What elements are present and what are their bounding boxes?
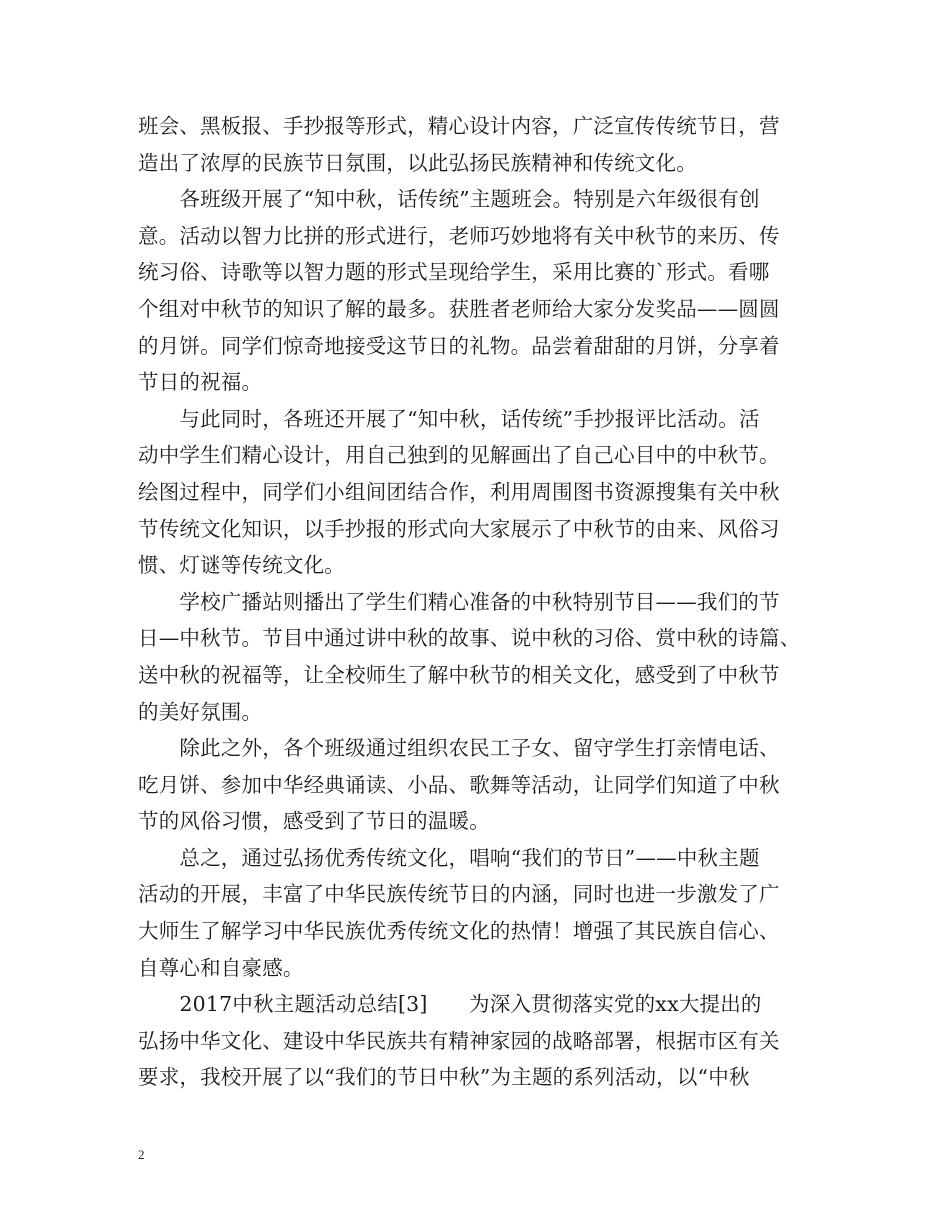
text-line: 绘图过程中，同学们小组间团结合作，利用周围图书资源搜集有关中秋 <box>138 479 780 504</box>
text-line: 意。活动以智力比拼的形式进行，老师巧妙地将有关中秋节的来历、传 <box>138 223 780 248</box>
text-line: 节传统文化知识，以手抄报的形式向大家展示了中秋节的由来、风俗习 <box>138 516 780 541</box>
text-line: 日—中秋节。节目中通过讲中秋的故事、说中秋的习俗、赏中秋的诗篇、 <box>138 626 801 651</box>
page-number: 2 <box>138 1147 145 1162</box>
text-line: 要求，我校开展了以“我们的节日中秋”为主题的系列活动，以“中秋 <box>138 1065 750 1090</box>
text-line: 活动的开展，丰富了中华民族传统节日的内涵，同时也进一步激发了广 <box>138 882 780 907</box>
text-line: 节日的祝福。 <box>138 370 263 395</box>
text-line: 除此之外，各个班级通过组织农民工子女、留守学生打亲情电话、 <box>138 736 780 761</box>
text-line: 节的风俗习惯，感受到了节日的温暖。 <box>138 809 490 834</box>
text-line: 的美好氛围。 <box>138 699 263 724</box>
text-line: 吃月饼、参加中华经典诵读、小品、歌舞等活动，让同学们知道了中秋 <box>138 772 780 797</box>
text-line: 自尊心和自豪感。 <box>138 955 304 980</box>
text-line: 大师生了解学习中华民族优秀传统文化的热情！增强了其民族自信心、 <box>138 919 780 944</box>
text-line: 总之，通过弘扬优秀传统文化，唱响“我们的节日”——中秋主题 <box>138 845 760 870</box>
text-line: 动中学生们精心设计，用自己独到的见解画出了自己心目中的中秋节。 <box>138 443 780 468</box>
text-line: 造出了浓厚的民族节日氛围，以此弘扬民族精神和传统文化。 <box>138 150 697 175</box>
text-line: 惯、灯谜等传统文化。 <box>138 553 345 578</box>
text-line: 送中秋的祝福等，让全校师生了解中秋节的相关文化，感受到了中秋节 <box>138 662 780 687</box>
text-line: 各班级开展了“知中秋，话传统”主题班会。特别是六年级很有创 <box>138 187 760 212</box>
body-text <box>138 108 818 1096</box>
text-line: 个组对中秋节的知识了解的最多。获胜者老师给大家分发奖品——圆圆 <box>138 296 780 321</box>
text-line: 统习俗、诗歌等以智力题的形式呈现给学生，采用比赛的`形式。看哪 <box>138 260 770 285</box>
text-line: 2017中秋主题活动总结[3] 为深入贯彻落实党的xx大提出的 <box>138 992 762 1017</box>
text-line: 弘扬中华文化、建设中华民族共有精神家园的战略部署，根据市区有关 <box>138 1028 780 1053</box>
text-line: 学校广播站则播出了学生们精心准备的中秋特别节目——我们的节 <box>138 589 780 614</box>
text-line: 与此同时，各班还开展了“知中秋，话传统”手抄报评比活动。活 <box>138 406 760 431</box>
text-line: 的月饼。同学们惊奇地接受这节日的礼物。品尝着甜甜的月饼，分享着 <box>138 333 780 358</box>
text-line: 班会、黑板报、手抄报等形式，精心设计内容，广泛宣传传统节日，营 <box>138 114 780 138</box>
